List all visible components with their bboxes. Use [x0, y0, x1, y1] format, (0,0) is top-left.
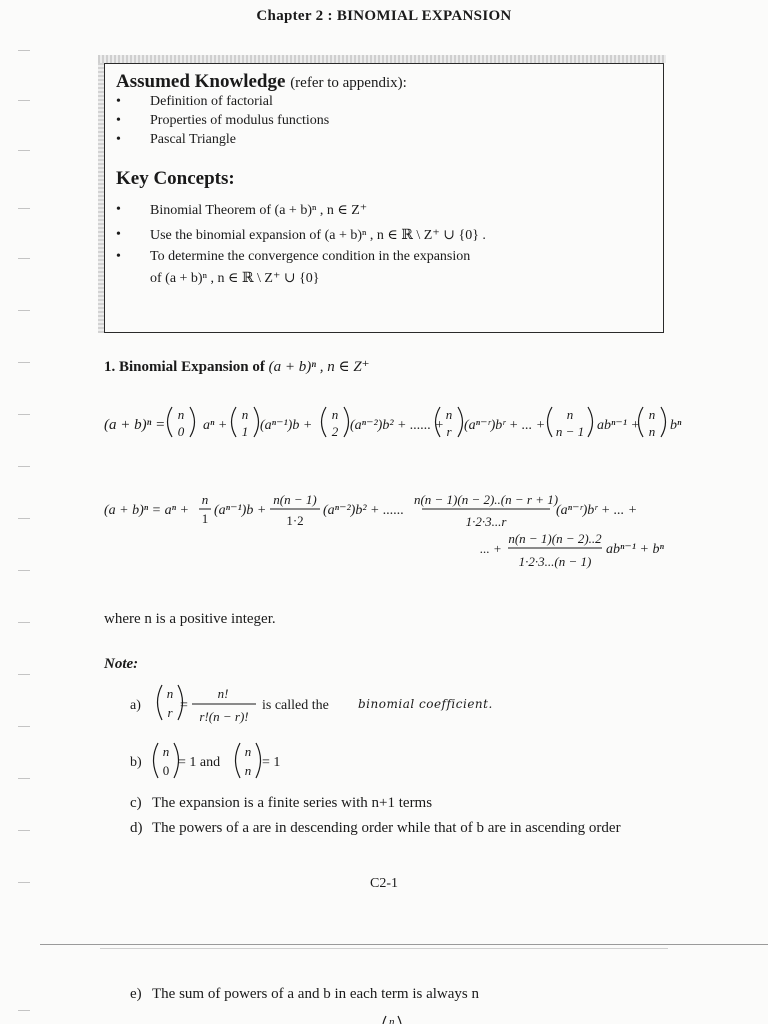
binom-n-0: [168, 407, 195, 439]
svg-text:n!: n!: [217, 686, 229, 701]
svg-text:r: r: [446, 424, 452, 439]
svg-text:=: =: [180, 698, 188, 713]
svg-text:n: n: [244, 763, 252, 778]
formula1-lhs: (a + b)ⁿ =: [104, 417, 166, 433]
binom-n-2: [322, 407, 349, 439]
svg-text:1: 1: [201, 511, 209, 526]
svg-text:1·2·3...(n − 1): 1·2·3...(n − 1): [518, 554, 592, 569]
svg-text:0: 0: [162, 763, 170, 778]
assumed-knowledge-heading: [116, 71, 407, 93]
bullet-icon: •: [116, 94, 121, 109]
note-d-label: d): [130, 820, 143, 836]
bullet-icon: •: [116, 113, 121, 128]
svg-text:n: n: [445, 407, 453, 422]
bullet-icon: •: [116, 249, 121, 264]
page-break-rule-faint: [100, 948, 668, 949]
note-c-text: The expansion is a finite series with n+1 terms: [152, 795, 433, 811]
note-b-mid: = 1 and: [178, 755, 221, 770]
formula1-term: aⁿ +: [203, 418, 228, 433]
svg-text:n: n: [177, 407, 185, 422]
note-b-label: b): [130, 755, 142, 770]
fraction-penultimate-term: [508, 531, 602, 569]
svg-text:n: n: [162, 744, 170, 759]
chapter-title: Chapter 2 : BINOMIAL EXPANSION: [256, 8, 512, 24]
key-item: To determine the convergence condition in the expansion: [150, 249, 471, 264]
svg-text:n: n: [648, 407, 656, 422]
fraction-n-over-1: [199, 492, 211, 526]
svg-text:n: n: [244, 744, 252, 759]
key-item: Binomial Theorem of (a + b)ⁿ , n ∈ Z⁺: [150, 203, 368, 218]
svg-text:r!(n − r)!: r!(n − r)!: [199, 709, 249, 724]
box-top-shading: [98, 55, 666, 63]
where-text: where n is a positive integer.: [104, 611, 276, 627]
assumed-heading-text: Assumed Knowledge: [116, 71, 286, 92]
svg-text:n: n: [566, 407, 574, 422]
note-e-text: The sum of powers of a and b in each term is always n: [152, 986, 479, 1002]
note-b: [0, 740, 768, 788]
assumed-item: Properties of modulus functions: [150, 113, 330, 128]
bullet-icon: •: [116, 132, 121, 147]
formula2-line2-prefix: ... +: [480, 541, 502, 556]
note-a-text: is called the: [262, 698, 329, 713]
section-heading-math: (a + b)ⁿ , n ∈ Z⁺: [268, 359, 370, 375]
key-concepts-heading: Key Concepts:: [116, 168, 235, 189]
assumed-item: Definition of factorial: [150, 94, 273, 109]
page-break-rule: [40, 944, 768, 945]
fraction-general-term: [414, 492, 558, 529]
svg-text:n(n − 1)(n − 2)..2: n(n − 1)(n − 2)..2: [508, 531, 602, 546]
key-item-continued: of (a + b)ⁿ , n ∈ ℝ \ Z⁺ ∪ {0}: [150, 271, 320, 286]
fraction-second-term: [270, 492, 320, 528]
key-item: Use the binomial expansion of (a + b)ⁿ , n ∈ ℝ \ Z⁺ ∪ {0} .: [150, 228, 486, 243]
binom-n-1: [232, 407, 259, 439]
note-d-text: The powers of a are in descending order while that of b are in ascending order: [152, 820, 621, 836]
formula1-term: abⁿ⁻¹ +: [597, 418, 640, 433]
formula2-term: (aⁿ⁻¹)b +: [214, 503, 267, 518]
svg-text:n: n: [331, 407, 339, 422]
note-b-end: = 1: [262, 755, 281, 770]
note-a-label: a): [130, 698, 141, 713]
svg-text:n(n − 1)(n − 2)..(n − r + 1): n(n − 1)(n − 2)..(n − r + 1): [413, 492, 559, 507]
formula2-term: abⁿ⁻¹ + bⁿ: [606, 542, 664, 557]
page-number: C2-1: [370, 876, 398, 891]
handwritten-note: binomial coefficient.: [358, 697, 493, 711]
svg-text:n: n: [166, 686, 174, 701]
svg-text:n: n: [241, 407, 249, 422]
bullet-icon: •: [116, 202, 121, 217]
svg-text:n: n: [389, 1016, 395, 1024]
note-c-label: c): [130, 795, 142, 811]
svg-text:n: n: [648, 424, 656, 439]
formula2-term: (aⁿ⁻ʳ)bʳ + ... +: [556, 503, 638, 518]
formula1-term: (aⁿ⁻¹)b +: [260, 418, 313, 433]
note-e-label: e): [130, 986, 142, 1002]
svg-text:1: 1: [241, 424, 249, 439]
formula-binomial-coefficients: [0, 380, 768, 460]
svg-text:0: 0: [177, 424, 185, 439]
formula1-term: bⁿ: [670, 418, 682, 433]
bullet-icon: •: [116, 227, 121, 242]
svg-text:2: 2: [331, 424, 339, 439]
assumed-subheading: (refer to appendix):: [290, 75, 407, 91]
next-binom-partial: [380, 1014, 410, 1024]
svg-text:n: n: [201, 492, 209, 507]
svg-text:n − 1: n − 1: [555, 424, 585, 439]
formula2-term: (aⁿ⁻²)b² + ......: [323, 503, 404, 518]
svg-text:1·2: 1·2: [286, 513, 304, 528]
svg-text:1·2·3...r: 1·2·3...r: [465, 514, 507, 529]
section-heading: [104, 357, 370, 376]
formula1-term: (aⁿ⁻ʳ)bʳ + ... +: [464, 418, 546, 433]
formula1-term: (aⁿ⁻²)b² + ...... +: [350, 418, 444, 433]
binom-n-n: [639, 407, 666, 439]
svg-text:r: r: [167, 705, 173, 720]
assumed-item: Pascal Triangle: [150, 132, 236, 147]
binom-n-n-1: [548, 407, 593, 439]
formula-expanded: [0, 480, 768, 590]
formula2-lhs: (a + b)ⁿ = aⁿ +: [104, 503, 189, 518]
section-heading-text: 1. Binomial Expansion of: [104, 359, 265, 375]
svg-text:n(n − 1): n(n − 1): [273, 492, 317, 507]
note-heading: Note:: [104, 656, 139, 672]
note-a: [0, 678, 768, 736]
